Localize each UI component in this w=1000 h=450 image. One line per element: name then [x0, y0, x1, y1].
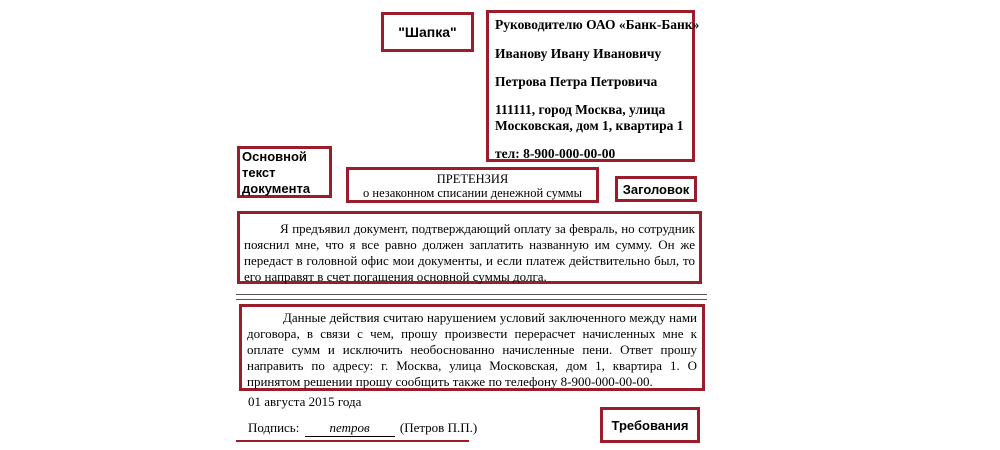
- title-block: [346, 167, 599, 203]
- title-subtitle: о незаконном списании денежной суммы: [363, 186, 582, 200]
- header-sender-name: Петрова Петра Петровича: [495, 74, 658, 89]
- shapka-label-text: "Шапка": [398, 24, 457, 40]
- requirements-label-text: Требования: [611, 417, 689, 433]
- title-main: ПРЕТЕНЗИЯ: [436, 172, 509, 186]
- signature-value: [305, 420, 395, 437]
- header-recipient-name: Иванову Ивану Ивановичу: [495, 46, 662, 61]
- main-text-label-text: Основной текст документа: [242, 149, 311, 196]
- main-text-label: [237, 146, 332, 198]
- requirements-block: [239, 304, 705, 391]
- header-recipient-org: Руководителю ОАО «Банк-Банк»: [495, 17, 700, 32]
- main-text-paragraph: Я предъявил документ, подтверждающий оплату за февраль, но сотрудник пояснил мне, что я все равно должен заплатить названную им сумму. Он же передаст в головной офис мои документы, и если платеж действительно был, то его направят в счет погашения основной суммы долга.: [244, 221, 695, 284]
- heading-label: [615, 176, 697, 202]
- heading-label-text: Заголовок: [622, 181, 690, 197]
- separator-line-bottom: [236, 299, 707, 300]
- signature-text: петров: [329, 420, 370, 435]
- signature-name: (Петров П.П.): [399, 420, 478, 435]
- signature-line: [248, 420, 477, 437]
- header-block: [486, 10, 700, 162]
- signature-underline: [236, 440, 469, 442]
- header-phone: тел: 8-900-000-00-00: [495, 146, 616, 161]
- document-date: 01 августа 2015 года: [248, 394, 362, 409]
- signature-label: Подпись:: [248, 420, 300, 435]
- requirements-label: [600, 407, 700, 443]
- requirements-paragraph: Данные действия считаю нарушением условий заключенного между нами договора, в связи с чем, прошу произвести перерасчет начисленных мне к оплате сумм и исключить необоснованно начисленные пени. Ответ прошу направить по адресу: г. Москва, улица Московская, дом 1, квартира 1. О принятом решении прошу сообщить также по телефону 8-900-000-00-00.: [247, 310, 697, 389]
- main-text-block: [237, 211, 702, 284]
- separator-line-top: [236, 294, 707, 295]
- shapka-label: [381, 12, 474, 52]
- header-address-line1: 111111, город Москва, улица: [495, 102, 666, 117]
- header-address-line2: Московская, дом 1, квартира 1: [495, 118, 684, 133]
